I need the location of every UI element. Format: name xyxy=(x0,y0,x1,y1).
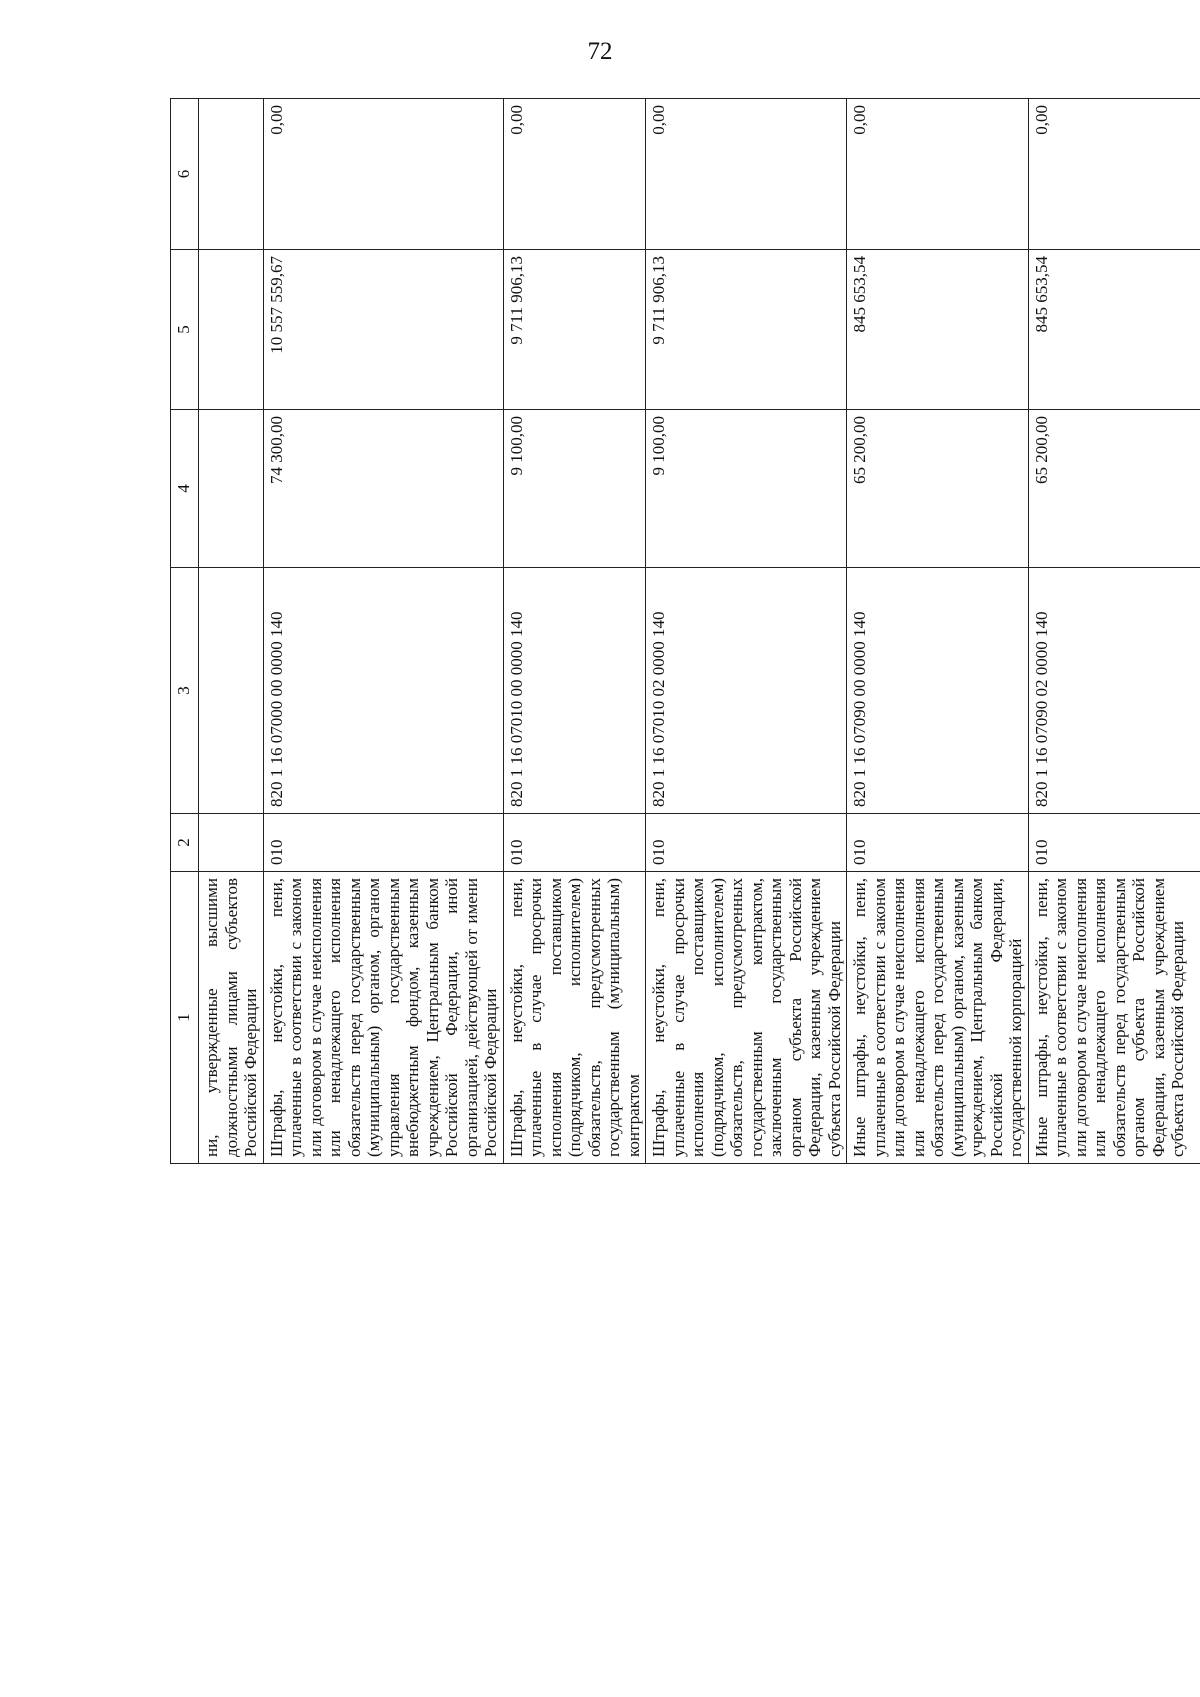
row-amount-col5: 845 653,54 xyxy=(1028,250,1200,410)
row-name: Штрафы, неустойки, пени, уплаченные в случае просрочки исполнения поставщиком (подрядчиком, исполнителем) обязательств, предусмотренных государственным контрактом, заключенным государственным органом субъекта Российской Федерации, казенным учреждением субъекта Российской Федерации xyxy=(646,872,847,1164)
row-amount-col6: 0,00 xyxy=(263,99,503,250)
row-amount-col4 xyxy=(199,410,264,568)
row-budget-code: 820 1 16 07090 02 0000 140 xyxy=(1028,568,1200,814)
row-name: Иные штрафы, неустойки, пени, уплаченные в соответствии с законом или договором в случае неисполнения или ненадлежащего исполнения обязательств перед государственным органом субъекта Российской Федерации, казенным учреждением субъекта Российской Федерации xyxy=(1028,872,1200,1164)
row-amount-col5: 9 711 906,13 xyxy=(646,250,847,410)
row-budget-code: 820 1 16 07090 00 0000 140 xyxy=(847,568,1029,814)
row-name: Штрафы, неустойки, пени, уплаченные в соответствии с законом или договором в случае неисполнения или ненадлежащего исполнения обязательств перед государственным (муниципальным) органом, органом управления государственным внебюджетным фондом, казенным учреждением, Центральным банком Российской Федерации, иной организацией, действующей от имени Российской Федерации xyxy=(263,872,503,1164)
column-number-1: 1 xyxy=(171,872,199,1164)
column-number-4: 4 xyxy=(171,410,199,568)
row-line-code: 010 xyxy=(263,814,503,872)
column-number-3: 3 xyxy=(171,568,199,814)
row-budget-code: 820 1 16 07010 02 0000 140 xyxy=(646,568,847,814)
rotated-table-wrapper xyxy=(170,99,1187,1164)
row-amount-col5 xyxy=(199,250,264,410)
column-number-2: 2 xyxy=(171,814,199,872)
budget-revenue-table xyxy=(170,98,1200,1164)
column-number-row xyxy=(171,99,199,1164)
row-amount-col6: 0,00 xyxy=(646,99,847,250)
row-amount-col6: 0,00 xyxy=(1028,99,1200,250)
row-amount-col4: 9 100,00 xyxy=(646,410,847,568)
table-row xyxy=(1028,99,1200,1164)
row-amount-col5: 845 653,54 xyxy=(847,250,1029,410)
table-row xyxy=(503,99,646,1164)
row-amount-col6: 0,00 xyxy=(503,99,646,250)
column-number-5: 5 xyxy=(171,250,199,410)
row-amount-col4: 74 300,00 xyxy=(263,410,503,568)
table-row xyxy=(646,99,847,1164)
row-amount-col4: 9 100,00 xyxy=(503,410,646,568)
row-amount-col4: 65 200,00 xyxy=(847,410,1029,568)
row-amount-col5: 10 557 559,67 xyxy=(263,250,503,410)
row-name: Штрафы, неустойки, пени, уплаченные в случае просрочки исполнения поставщиком (подрядчиком, исполнителем) обязательств, предусмотренных государственным (муниципальным) контрактом xyxy=(503,872,646,1164)
table-row xyxy=(847,99,1029,1164)
row-line-code: 010 xyxy=(847,814,1029,872)
row-budget-code: 820 1 16 07010 00 0000 140 xyxy=(503,568,646,814)
column-number-6: 6 xyxy=(171,99,199,250)
row-line-code: 010 xyxy=(646,814,847,872)
row-amount-col6: 0,00 xyxy=(847,99,1029,250)
row-name: Иные штрафы, неустойки, пени, уплаченные в соответствии с законом или договором в случае неисполнения или ненадлежащего исполнения обязательств перед государственным (муниципальным) органом, казенным учреждением, Центральным банком Российской Федерации, государственной корпорацией xyxy=(847,872,1029,1164)
row-name: ни, утвержденные высшими должностными лицами субъектов Российской Федерации xyxy=(199,872,264,1164)
row-line-code: 010 xyxy=(503,814,646,872)
table-row xyxy=(263,99,503,1164)
row-amount-col6 xyxy=(199,99,264,250)
table-row xyxy=(199,99,264,1164)
row-budget-code: 820 1 16 07000 00 0000 140 xyxy=(263,568,503,814)
row-budget-code xyxy=(199,568,264,814)
row-amount-col5: 9 711 906,13 xyxy=(503,250,646,410)
row-amount-col4: 65 200,00 xyxy=(1028,410,1200,568)
page-number: 72 xyxy=(587,38,613,65)
row-line-code: 010 xyxy=(1028,814,1200,872)
row-line-code xyxy=(199,814,264,872)
